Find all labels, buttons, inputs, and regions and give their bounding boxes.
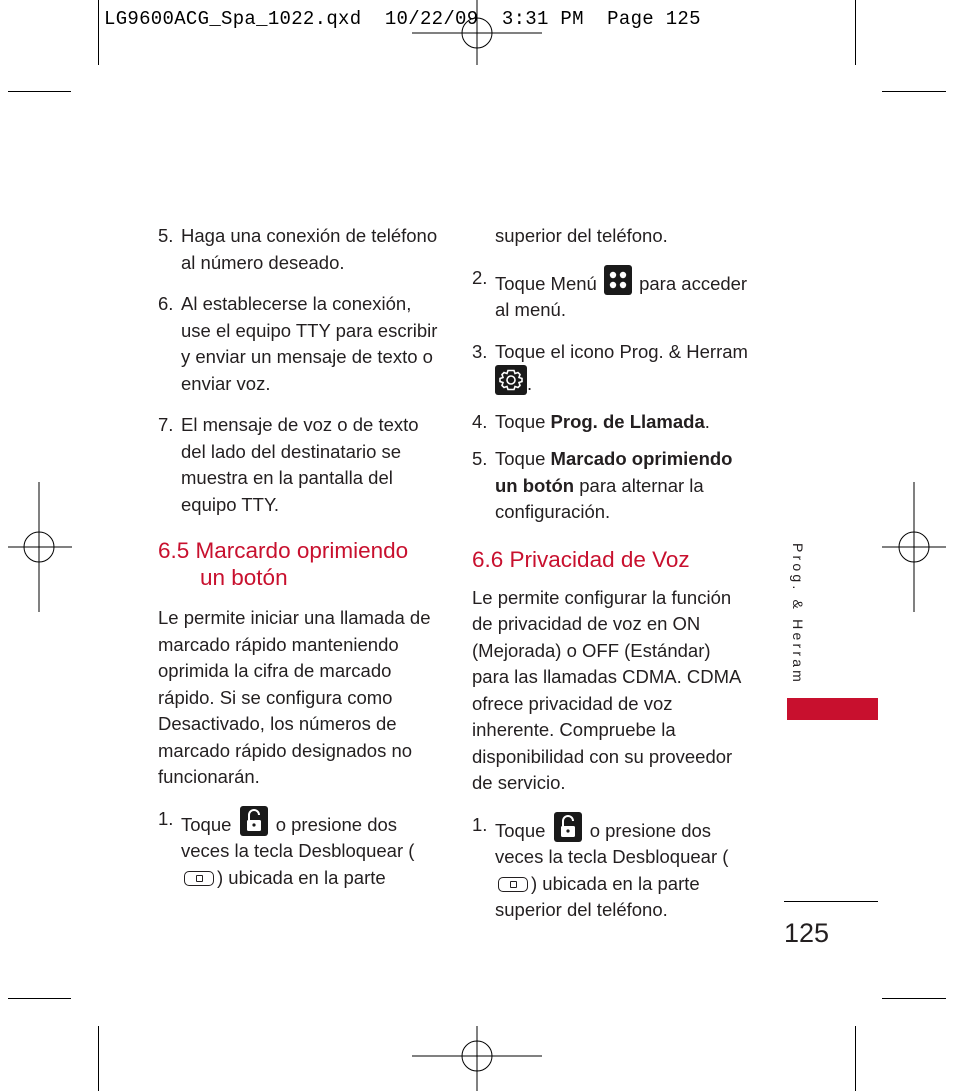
registration-mark-right (882, 482, 946, 612)
section-body: Le permite configurar la función de privacidad de voz en ON (Mejorada) o OFF (Estándar) para las llamadas CDMA. CDMA ofrece privacidad de voz inherente. Compruebe la disponibilidad con su proveedor de servicio. (472, 586, 741, 793)
section-number: 6.5 (158, 538, 190, 563)
step-text-part1: Toque el icono Prog. & Herram (495, 340, 748, 362)
crop-mark-top-left-h (8, 91, 71, 92)
step-item (472, 265, 752, 324)
step-item (472, 446, 752, 526)
step-item (158, 806, 438, 892)
step-text-part1: Toque (495, 448, 546, 469)
step-text-part2: para acceder al menú. (495, 272, 748, 320)
crop-mark-bottom-left-v (98, 1026, 99, 1091)
step-number: 2. (472, 266, 488, 288)
step-item (472, 409, 752, 436)
step-text-part2: . (527, 373, 533, 394)
step-number: 4. (472, 410, 488, 432)
step-item (158, 291, 438, 397)
right-column (472, 223, 752, 924)
unlock-icon (240, 806, 268, 836)
step-number: 6. (158, 293, 174, 314)
step-text: Haga una conexión de teléfono al número deseado. (181, 225, 438, 273)
step-bold-text: Prog. de Llamada (550, 410, 705, 432)
unlock-icon (554, 812, 582, 842)
step-text-part3: ) ubicada en la parte superior del teléfono. (495, 872, 700, 920)
section-title: Privacidad de Voz (509, 546, 690, 572)
step-text-part2: para alternar la configuración. (495, 474, 704, 522)
step-item (158, 412, 438, 518)
page-number-rule (784, 901, 878, 902)
settings-gear-icon (495, 365, 527, 395)
step-text-part1: Toque (181, 813, 232, 835)
continued-text: superior del teléfono. (495, 225, 668, 246)
step-text-part1: Toque Menú (495, 272, 597, 294)
step-text: Al establecerse la conexión, use el equipo TTY para escribir y enviar un mensaje de texto o enviar voz. (181, 293, 438, 394)
step-text: El mensaje de voz o de texto del lado del destinatario se muestra en la pantalla del equipo TTY. (181, 414, 419, 515)
step-text-part1: Toque (495, 819, 546, 841)
step-number: 5. (158, 225, 174, 246)
section-title-line2: un botón (200, 565, 288, 590)
step-number: 1. (472, 813, 488, 835)
section-body: Le permite iniciar una llamada de marcado rápido manteniendo oprimida la cifra de marcado rápido. Si se configura como Desactivado, los números de marcado rápido designados no funcionarán. (158, 607, 431, 787)
unlock-key-icon (498, 877, 528, 892)
sidebar-section-label: Prog. & Herram (790, 543, 806, 686)
crop-mark-top-right-h (882, 91, 946, 92)
step-number: 5. (472, 448, 488, 469)
registration-mark-left (8, 482, 72, 612)
registration-mark-bottom (412, 1026, 542, 1091)
section-heading (472, 546, 752, 573)
section-number: 6.6 (472, 546, 504, 572)
step-number: 1. (158, 807, 174, 829)
section-tab-marker (787, 698, 878, 720)
step-bold-text: Marcado oprimiendo un botón (495, 448, 733, 496)
crop-mark-bottom-right-v (855, 1026, 856, 1091)
step-text-part2: . (704, 410, 710, 432)
step-number: 3. (472, 340, 488, 362)
step-number: 7. (158, 414, 174, 435)
section-heading (158, 537, 438, 591)
step-text-part2: o presione dos veces la tecla Desbloquear ( (181, 813, 415, 861)
step-item (472, 812, 752, 924)
unlock-key-icon (184, 871, 214, 886)
step-item (472, 339, 752, 398)
crop-mark-bottom-right-h (882, 998, 946, 999)
menu-grid-icon (604, 265, 632, 295)
step-text-part1: Toque (495, 410, 546, 432)
crop-mark-bottom-left-h (8, 998, 71, 999)
step-text-part2: o presione dos veces la tecla Desbloquear ( (495, 819, 729, 867)
step-text-part3: ) ubicada en la parte (217, 866, 386, 888)
left-column (158, 223, 438, 891)
section-title-line1: Marcardo oprimiendo (195, 538, 409, 563)
step-item (158, 223, 438, 276)
crop-mark-top-right-v (855, 0, 856, 65)
crop-mark-top-left-v (98, 0, 99, 65)
print-slug-line: LG9600ACG_Spa_1022.qxd 10/22/09 3:31 PM Page 125 (104, 8, 701, 30)
page-number: 125 (784, 918, 830, 948)
